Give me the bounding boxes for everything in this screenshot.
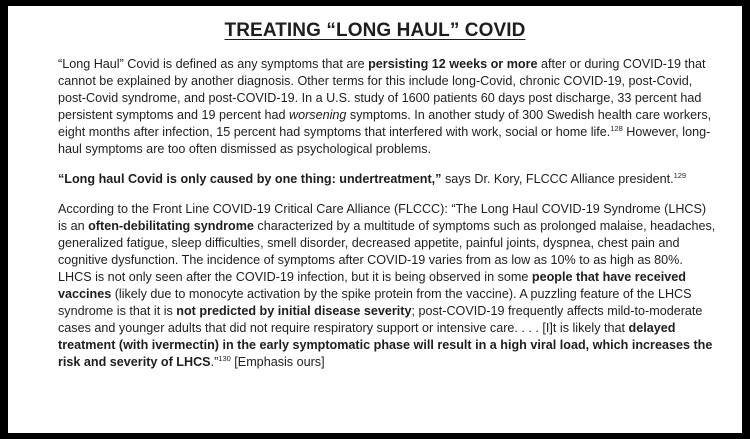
text-run: characterized by a multitude of symptoms such as prolonged malaise, headaches, generalized fatigue, sleep difficulties, smell disorder, decreased appetite, painful joints, dyspnea, chest pain and cognitive dysfunction. The incidence of symptoms after COVID-19 varies from as low as 10% to as high as 80%. LHCS is not only seen after the COVID-19 infection, but it is being observed in some: [58, 219, 716, 284]
bold-text: not predicted by initial disease severity: [176, 304, 412, 318]
bold-text: persisting 12 weeks or more: [368, 57, 538, 71]
document-title: TREATING “LONG HAUL” COVID: [224, 20, 526, 41]
italic-text: worsening: [289, 108, 347, 122]
bold-text: people that have received vaccines: [58, 270, 686, 301]
paragraph-quote: [58, 171, 718, 188]
text-run: ; post-COVID-19 frequently affects mild-to-moderate cases and younger adults that did not require respiratory support or intensive care. . . . [I]t is likely that: [58, 304, 703, 335]
text-run: symptoms. In another study of 300 Swedish health care workers, eight months after infection, 15 percent had symptoms that interfered with work, social or home life.: [58, 108, 712, 139]
text-run: .”: [210, 355, 219, 369]
bold-text: often-debilitating syndrome: [88, 219, 254, 233]
text-run: (likely due to monocyte activation by the spike protein from the vaccine). A puzzling feature of the LHCS syndrome is that it is: [58, 287, 692, 318]
text-run: “Long Haul” Covid is defined as any symptoms that are: [58, 57, 369, 71]
text-run: says Dr. Kory, FLCCC Alliance president.: [441, 172, 674, 186]
text-run: According to the Front Line COVID-19 Critical Care Alliance (FLCCC): “The Long Haul COVID-19 Syndrome (LHCS) is an: [58, 202, 707, 233]
text-run: However, long-haul symptoms are too often dismissed as psychological problems.: [58, 125, 711, 156]
bold-text: delayed treatment (with ivermectin) in the early symptomatic phase will result in a high viral load, which increases the risk and severity of LHCS: [58, 321, 713, 369]
paragraph-flccc: [58, 201, 718, 371]
text-run: [Emphasis ours]: [230, 355, 325, 369]
footnote-ref: 129: [673, 170, 687, 180]
footnote-ref: 128: [610, 123, 623, 133]
footnote-ref: 130: [218, 353, 231, 363]
document-page: [8, 6, 742, 433]
bold-text: “Long haul Covid is only caused by one thing: undertreatment,”: [58, 172, 442, 186]
right-border: [744, 0, 750, 439]
text-run: after or during COVID-19 that cannot be explained by another diagnosis. Other terms for this include long-Covid, chronic COVID-19, post-Covid, post-Covid syndrome, and post-COVID-19. In a U.S. study of 1600 patients 60 days post discharge, 33 percent had persistent symptoms and 19 percent had: [58, 57, 706, 122]
paragraph-definition: [58, 56, 718, 158]
